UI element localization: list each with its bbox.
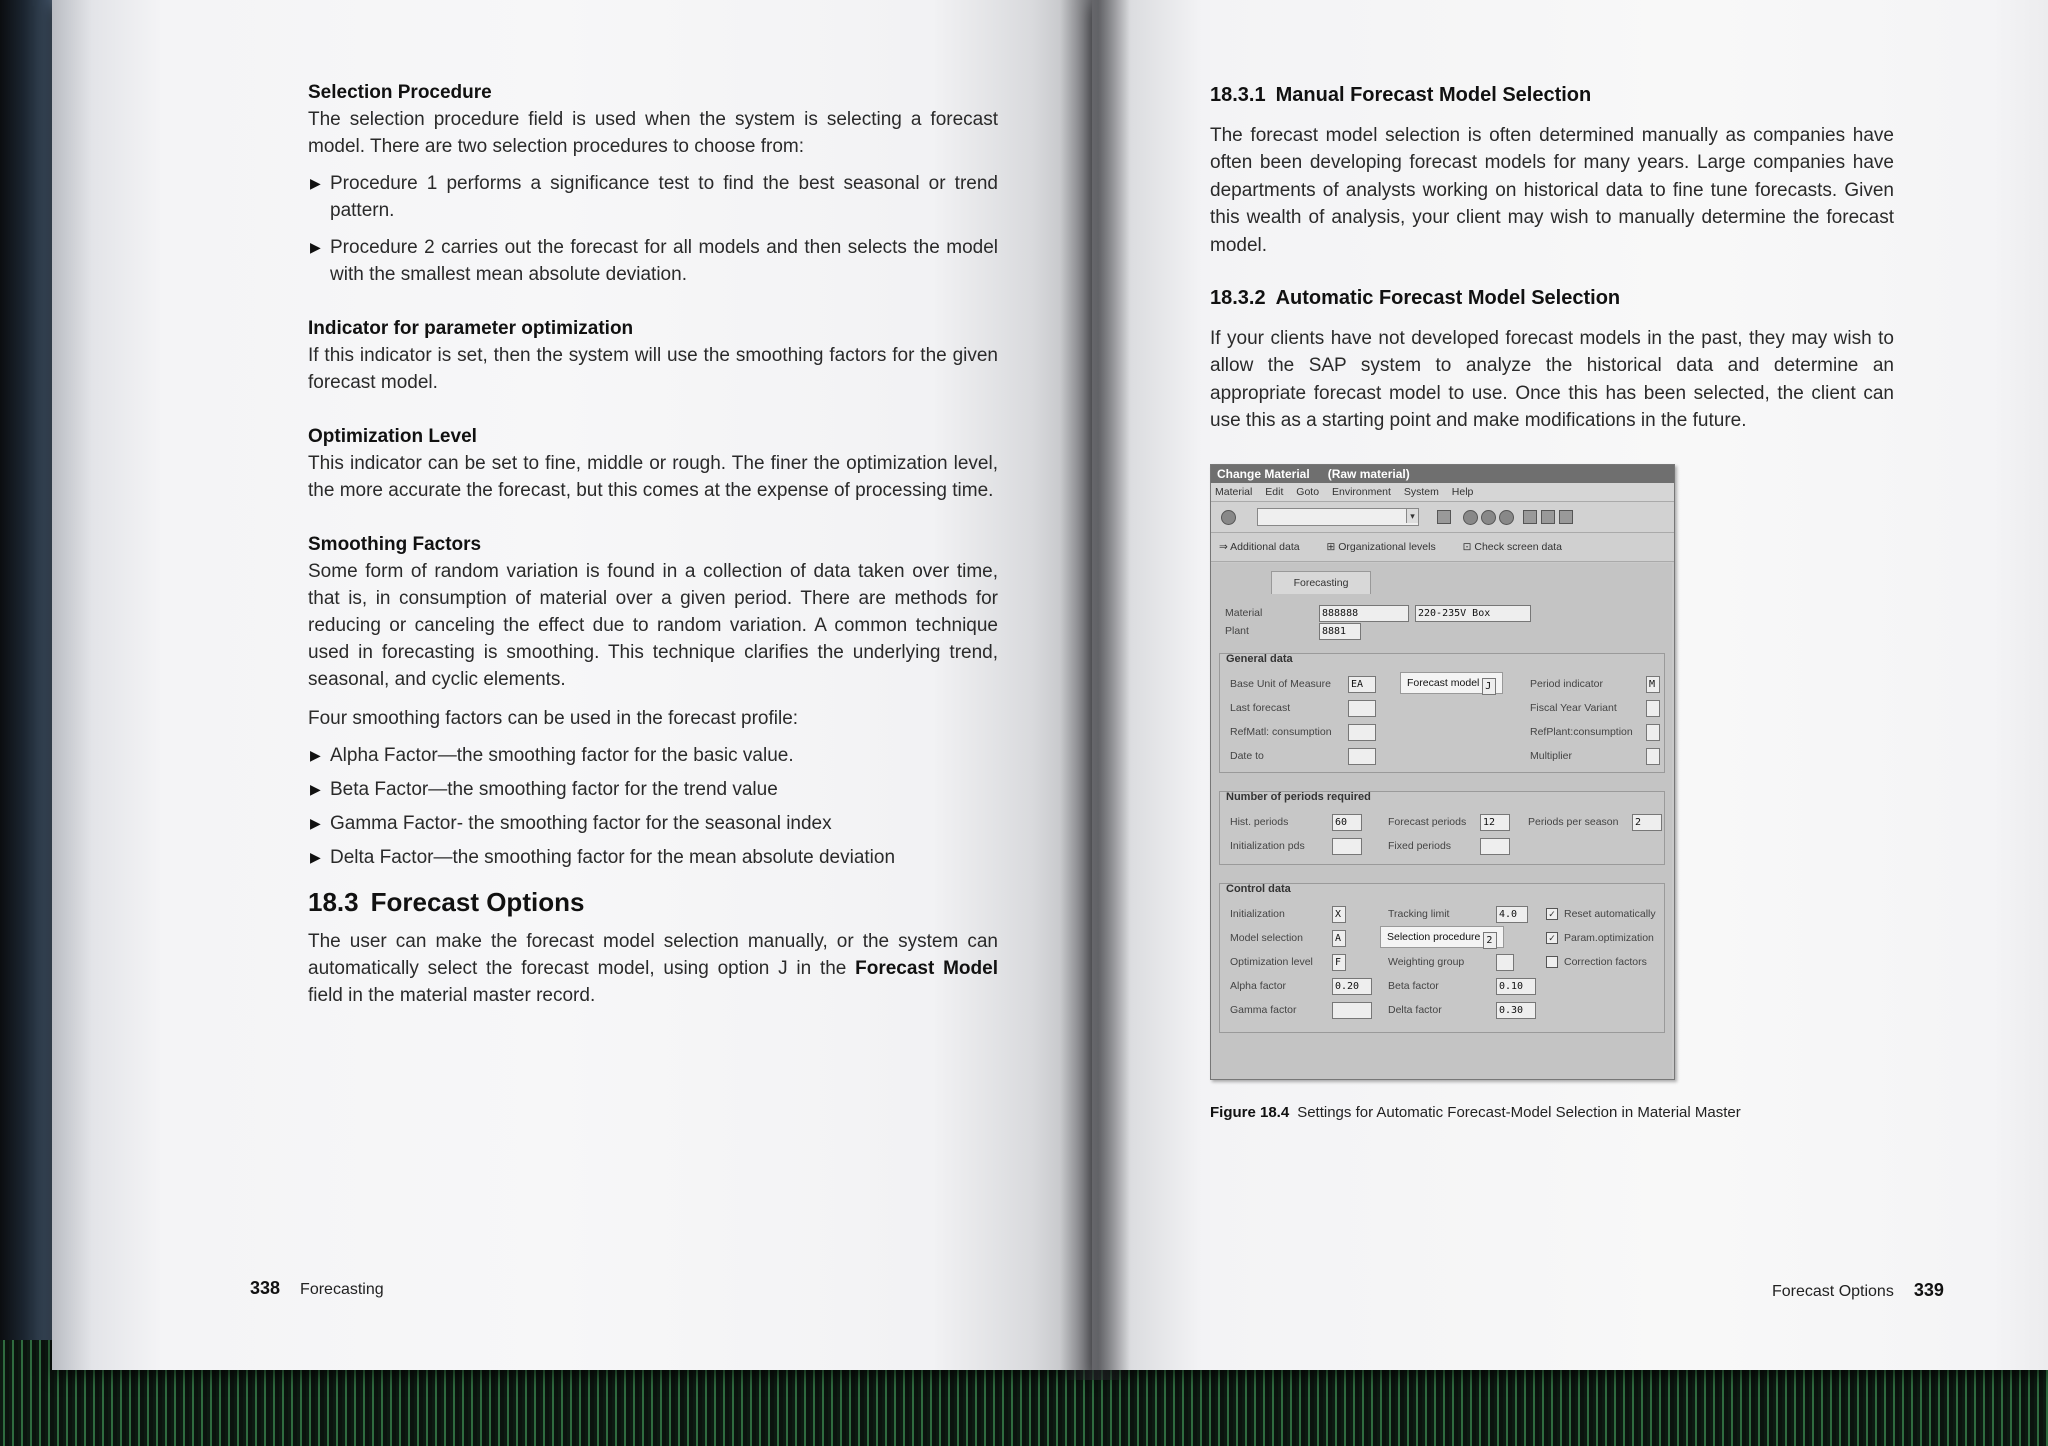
forecast-periods-field: 12 [1480,814,1510,831]
section-heading: Smoothing Factors [308,534,482,555]
fiscal-year-variant-field [1646,700,1660,717]
back-icon [1463,510,1478,525]
initialization-label: Initialization [1230,908,1285,920]
section-title-text: Forecast Options [370,887,585,917]
section-body: Some form of random variation is found in a collection of data taken over time, that is, in consumption of material over a given period. There are methods for reducing or canceling the effect due to random variation. A common technique used in forecasting is smoothing. This technique clarifies the underlying trend, seasonal, and cyclic elements. [308,561,998,690]
menu-item-goto: Goto [1296,486,1320,498]
tab-label: Forecasting [1293,577,1349,589]
list-item [308,810,998,837]
additional-data-button: ⇒ Additional data [1219,541,1300,553]
material-field: 888888 [1319,605,1409,622]
forecast-model-label: Forecast model [1407,677,1480,689]
section-title-text: Automatic Forecast Model Selection [1275,287,1621,309]
param-optimization-label: Param.optimization [1564,932,1654,944]
right-text-column [1210,82,1894,435]
weighting-group-field [1496,954,1514,971]
command-field [1257,508,1419,526]
save-icon [1437,510,1451,524]
beta-factor-label: Beta factor [1388,980,1439,992]
delta-factor-label: Delta factor [1388,1004,1442,1016]
running-footer: Forecasting [300,1281,384,1298]
optimization-level-field: F [1332,954,1346,971]
model-selection-field: A [1332,930,1346,947]
menu-item-material: Material [1215,486,1253,498]
material-description-field: 220-235V Box [1415,605,1531,622]
left-footer [250,1278,384,1299]
org-levels-button: ⊞ Organizational levels [1326,541,1436,553]
group-title: Number of periods required [1226,791,1371,803]
section-optimization-level [308,424,998,504]
selection-procedure-highlight [1380,926,1504,948]
check-screen-data-button: ⊡ Check screen data [1462,541,1562,553]
arrow-icon: ▶ [310,849,321,865]
list-item-text: Procedure 2 carries out the forecast for all models and then selects the model with the smallest mean absolute deviation. [330,237,998,285]
section-smoothing-factors [308,532,998,871]
tracking-limit-label: Tracking limit [1388,908,1450,920]
bullet-list [308,742,998,871]
material-label: Material [1225,607,1263,619]
forecast-model-highlight [1400,672,1503,694]
running-footer: Forecast Options [1772,1283,1894,1300]
fixed-periods-label: Fixed periods [1388,840,1452,852]
arrow-icon: ▶ [310,815,321,831]
figure-caption [1210,1104,1741,1121]
body-text: The user can make the forecast model selection manually, or the system can automatically select the forecast model, using option J in the [308,931,998,979]
param-optimization-checkbox: ✓ [1546,932,1558,944]
multiplier-field [1646,748,1660,765]
button-label: Organizational levels [1338,541,1436,553]
general-data-group [1219,653,1665,773]
tracking-limit-field: 4.0 [1496,906,1528,923]
date-to-field [1348,748,1376,765]
correction-factors-checkbox [1546,956,1558,968]
hist-periods-field: 60 [1332,814,1362,831]
page-number: 339 [1913,1280,1944,1300]
section-body: If this indicator is set, then the system will use the smoothing factors for the given forecast model. [308,345,998,393]
section-18-3-body [308,928,998,1009]
reset-automatically-checkbox: ✓ [1546,908,1558,920]
arrow-icon: ▶ [310,175,321,191]
base-uom-label: Base Unit of Measure [1230,678,1331,690]
button-label: Additional data [1230,541,1300,553]
plant-field: 8881 [1319,623,1361,640]
section-heading: Selection Procedure [308,82,492,103]
list-item [308,234,998,288]
section-title-18-3-1 [1210,82,1894,110]
plant-label: Plant [1225,625,1249,637]
section-title-18-3-2 [1210,285,1894,313]
section-title-18-3 [308,889,998,916]
left-text-column [308,80,998,1009]
selection-procedure-label: Selection procedure [1387,931,1481,943]
form-body [1211,563,1672,1079]
group-title: General data [1226,653,1293,665]
periods-per-season-label: Periods per season [1528,816,1619,828]
standard-toolbar [1211,502,1674,533]
section-number: 18.3.1 [1210,84,1266,106]
period-indicator-field: M [1646,676,1660,693]
figure-label: Figure 18.4 [1210,1104,1290,1121]
forecast-periods-label: Forecast periods [1388,816,1467,828]
optimization-level-label: Optimization level [1230,956,1313,968]
multiplier-label: Multiplier [1530,750,1573,762]
exit-icon [1481,510,1496,525]
initialization-field: X [1332,906,1346,923]
arrow-icon: ▶ [310,781,321,797]
list-item-text: Gamma Factor- the smoothing factor for the seasonal index [330,813,832,834]
button-label: Check screen data [1474,541,1562,553]
menu-item-environment: Environment [1331,486,1391,498]
refmatl-consumption-label: RefMatl: consumption [1230,726,1332,738]
arrow-icon: ▶ [310,747,321,763]
period-indicator-label: Period indicator [1530,678,1603,690]
correction-factors-label: Correction factors [1564,956,1647,968]
find-icon [1541,510,1555,524]
hist-periods-label: Hist. periods [1230,816,1289,828]
delta-factor-field: 0.30 [1496,1002,1536,1019]
section-body: The selection procedure field is used when the system is selecting a forecast model. There are two selection procedures to choose from: [308,109,998,157]
list-item-text: Beta Factor—the smoothing factor for the trend value [330,779,778,800]
last-forecast-field [1348,700,1376,717]
model-selection-label: Model selection [1230,932,1303,944]
list-item [308,742,998,769]
list-item-text: Delta Factor—the smoothing factor for the mean absolute deviation [330,847,896,868]
forecast-model-field: J [1482,678,1496,695]
alpha-factor-label: Alpha factor [1230,980,1287,992]
section-number: 18.3.2 [1210,287,1266,309]
menu-bar [1211,483,1674,502]
gamma-factor-label: Gamma factor [1230,1004,1297,1016]
field-name-bold: Forecast Model [855,958,998,979]
initialization-pds-field [1332,838,1362,855]
bullet-list [308,170,998,288]
control-data-group [1219,883,1665,1033]
list-item [308,776,998,803]
refmatl-consumption-field [1348,724,1376,741]
window-title: Change Material [1217,467,1310,481]
fixed-periods-field [1480,838,1510,855]
section-selection-procedure [308,80,998,288]
list-item [308,844,998,871]
section-heading: Optimization Level [308,426,477,447]
alpha-factor-field: 0.20 [1332,978,1372,995]
section-body-2: Four smoothing factors can be used in the forecast profile: [308,708,799,729]
reset-automatically-label: Reset automatically [1564,908,1656,920]
section-body: This indicator can be set to fine, middle or rough. The finer the optimization level, the more accurate the forecast, but this comes at the expense of processing time. [308,453,998,501]
date-to-label: Date to [1230,750,1264,762]
window-title-bar [1211,465,1674,483]
section-number: 18.3 [308,887,359,917]
section-indicator-parameter-optimization [308,316,998,396]
page-number: 338 [250,1278,281,1298]
enter-icon [1221,510,1236,525]
print-icon [1523,510,1537,524]
menu-item-edit: Edit [1265,486,1284,498]
list-item [308,170,998,224]
initialization-pds-label: Initialization pds [1230,840,1305,852]
periods-group [1219,791,1665,865]
gamma-factor-field [1332,1002,1372,1019]
figure-caption-text: Settings for Automatic Forecast-Model Selection in Material Master [1297,1104,1741,1121]
section-title-text: Manual Forecast Model Selection [1275,84,1592,106]
cancel-icon [1499,510,1514,525]
sap-screenshot [1210,464,1675,1080]
section-body: The forecast model selection is often determined manually as companies have often been developing forecast models for many years. Large companies have departments of analysts working on historical data to fine tune forecasts. Given this wealth of analysis, your client may wish to manually determine the forecast model. [1210,124,1894,256]
fiscal-year-variant-label: Fiscal Year Variant [1530,702,1617,714]
right-footer [1772,1280,1944,1301]
chevron-down-icon: ▾ [1406,509,1418,523]
weighting-group-label: Weighting group [1388,956,1465,968]
section-heading: Indicator for parameter optimization [308,318,634,339]
section-body: If your clients have not developed forecast models in the past, they may wish to allow the SAP system to analyze the historical data and determine an appropriate forecast model to use. Once this has been selected, the client can use this as a starting point and make modifications in the future. [1210,327,1894,431]
window-subtitle: (Raw material) [1327,467,1410,481]
arrow-icon: ▶ [310,239,321,255]
refplant-consumption-field [1646,724,1660,741]
body-text: field in the material master record. [308,985,596,1006]
find-next-icon [1559,510,1573,524]
list-item-text: Alpha Factor—the smoothing factor for the basic value. [330,745,794,766]
selection-procedure-field: 2 [1483,932,1497,949]
book-spine [1060,0,1130,1380]
group-title: Control data [1226,883,1291,895]
list-item-text: Procedure 1 performs a significance test to find the best seasonal or trend pattern. [330,173,998,221]
menu-item-system: System [1403,486,1439,498]
last-forecast-label: Last forecast [1230,702,1291,714]
menu-item-help: Help [1451,486,1474,498]
base-uom-field: EA [1348,676,1376,693]
periods-per-season-field: 2 [1632,814,1662,831]
refplant-consumption-label: RefPlant:consumption [1530,726,1633,738]
background-left [0,0,60,1446]
tab-forecasting [1271,571,1371,594]
beta-factor-field: 0.10 [1496,978,1536,995]
application-toolbar [1211,533,1674,562]
